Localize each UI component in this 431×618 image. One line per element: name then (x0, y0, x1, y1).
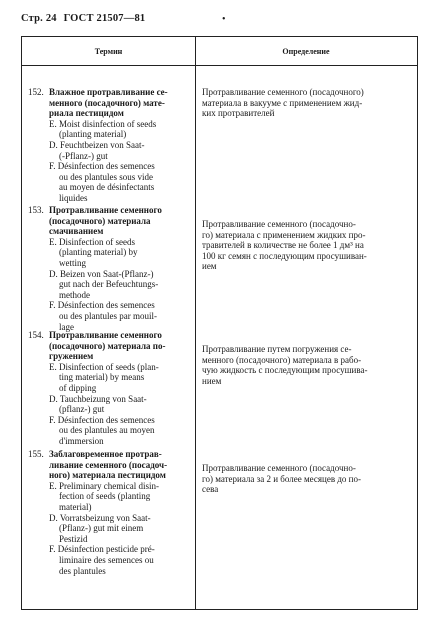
terms-table (21, 36, 418, 610)
translation-continuation: des plantules (59, 565, 106, 576)
definition-text (202, 219, 412, 272)
translation-line: E. Disinfection of seeds (49, 236, 135, 247)
standard-code: ГОСТ 21507—81 (63, 13, 146, 24)
definition-line: го) материала за 2 и более месяцев до по- (202, 473, 361, 484)
definition-line: 100 кг семян с последующим просушиван- (202, 250, 367, 261)
translation-line: E. Disinfection of seeds (plan- (49, 361, 159, 372)
term-title-line: ливание семенного (посадоч- (49, 459, 168, 470)
page-header (21, 13, 145, 24)
translation-line: D. Tauchbeizung von Saat- (49, 393, 147, 404)
term-title-line: (посадочного) материала по- (49, 340, 166, 351)
term-lines (49, 449, 191, 576)
translation-continuation: Pestizid (59, 533, 88, 544)
term-lines (49, 205, 191, 332)
term-number: 153. (28, 205, 44, 215)
term-title-line: Влажное протравливание се- (49, 87, 168, 97)
definition-text (202, 87, 412, 119)
term-title-line: ного) материала пестицидом (49, 470, 166, 481)
translation-line: F. Désinfection des semences (49, 161, 155, 172)
term-title-line: гружением (49, 351, 94, 362)
translation-line: F. Désinfection des semences (49, 300, 155, 311)
translation-continuation: liminaire des semences ou (59, 554, 154, 565)
definition-text (202, 463, 412, 495)
term-title-line: риала пестицидом (49, 108, 124, 119)
translation-line: D. Feuchtbeizen von Saat- (49, 139, 145, 150)
term-title-line: Протравливание семенного (49, 205, 162, 215)
term-number: 154. (28, 330, 44, 340)
translation-continuation: (pflanz-) gut (59, 404, 105, 415)
definition-line: ких протравителей (202, 108, 275, 119)
translation-continuation: au moyen de désinfectants (59, 182, 155, 193)
translation-continuation: ou des plantules au moyen (59, 425, 155, 436)
column-header-term: Термин (94, 47, 123, 56)
translation-continuation: of dipping (59, 382, 97, 393)
definition-line: Протравливание путем погружения се- (202, 344, 352, 354)
translation-continuation: ou des plantules sous vide (59, 171, 153, 182)
term-title-line: Протравливание семенного (49, 330, 162, 340)
translation-line: F. Désinfection des semences (49, 414, 155, 425)
translation-line: E. Moist disinfection of seeds (49, 118, 157, 129)
translation-continuation: gut nach der Befeuchtungs- (59, 279, 159, 290)
definition-line: материала в вакууме с применением жид- (202, 97, 363, 108)
translation-continuation: ting material) by means (59, 372, 145, 383)
page-mark: • (222, 14, 226, 25)
translation-continuation: ou des plantules par mouil- (59, 310, 157, 321)
term-lines (49, 330, 191, 447)
translation-continuation: (planting material) (59, 129, 127, 140)
definition-line: Протравливание семенного (посадочного) (202, 87, 364, 97)
page-label: Стр. 24 (21, 13, 57, 24)
translation-line: D. Vorratsbeizung von Saat- (49, 512, 151, 523)
term-title-line: (посадочного) материала (49, 215, 151, 226)
table-header-row (22, 37, 417, 66)
definition-text (202, 344, 412, 386)
translation-continuation: methode (59, 289, 90, 300)
term-lines (49, 87, 191, 204)
term-title-line: Заблаговременное протрав- (49, 449, 162, 459)
definition-line: Протравливание семенного (посадочно- (202, 219, 356, 229)
translation-line: D. Beizen von Saat-(Pflanz-) (49, 268, 154, 279)
definition-line: нием (202, 375, 222, 386)
definition-line: Протравливание семенного (посадочно- (202, 463, 356, 473)
translation-continuation: d'immersion (59, 435, 104, 446)
translation-line: F. Désinfection pesticide pré- (49, 544, 155, 555)
translation-continuation: lage (59, 321, 74, 332)
definition-line: менного (посадочного) материала в рабо- (202, 354, 362, 365)
translation-continuation: liquides (59, 192, 88, 203)
definition-line: ием (202, 261, 217, 272)
translation-continuation: (-Pflanz-) gut (59, 150, 108, 161)
definition-line: травителей в количестве не более 1 дм³ на (202, 240, 364, 251)
definition-line: чую жидкость с последующим просушива- (202, 365, 368, 376)
translation-continuation: (planting material) by (59, 247, 138, 258)
term-number: 152. (28, 87, 44, 97)
translation-continuation: fection of seeds (planting (59, 491, 151, 502)
translation-continuation: (Pflanz-) gut mit einem (59, 523, 144, 534)
column-divider (195, 37, 196, 609)
translation-continuation: material) (59, 501, 92, 512)
translation-continuation: wetting (59, 257, 86, 268)
term-title-line: смачиванием (49, 226, 104, 237)
term-number: 155. (28, 449, 44, 459)
definition-line: сева (202, 484, 219, 495)
term-title-line: менного (посадочного) мате- (49, 97, 165, 108)
definition-line: го) материала с применением жидких про- (202, 229, 366, 240)
translation-line: E. Preliminary chemical disin- (49, 480, 159, 491)
column-header-definition: Определение (282, 47, 330, 56)
